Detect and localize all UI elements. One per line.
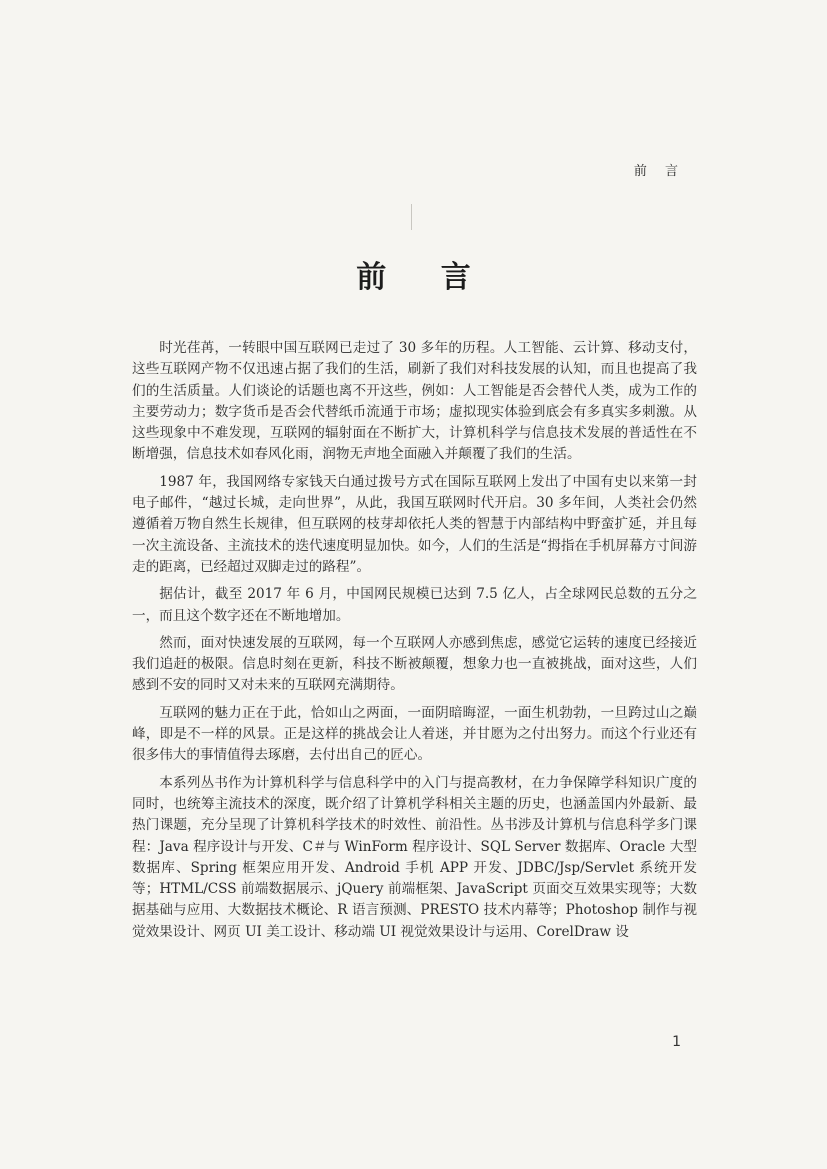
page-number: 1 [672, 1034, 681, 1050]
scan-mark [411, 204, 412, 230]
paragraph-1: 时光荏苒，一转眼中国互联网已走过了 30 多年的历程。人工智能、云计算、移动支付，这些互联网产物不仅迅速占据了我们的生活，刷新了我们对科技发展的认知，而且也提高了我们的生活质量。人们谈论的话题也离不开这些，例如：人工智能是否会替代人类，成为工作的主要劳动力；数字货币是否会代替纸币流通于市场；虚拟现实体验到底会有多真实多刺激。从这些现象中不难发现，互联网的辐射面在不断扩大，计算机科学与信息技术发展的普适性在不断增强，信息技术如春风化雨，润物无声地全面融入并颠覆了我们的生活。 [132, 340, 697, 463]
paragraph-2: 1987 年，我国网络专家钱天白通过拨号方式在国际互联网上发出了中国有史以来第一封电子邮件，“越过长城，走向世界”，从此，我国互联网时代开启。30 多年间，人类社会仍然遵循着万物自然生长规律，但互联网的枝芽却依托人类的智慧于内部结构中野蛮扩延，并且每一次主流设备、主流技术的迭代速度明显加快。如今，人们的生活是“拇指在手机屏幕方寸间游走的距离，已经超过双脚走过的路程”。 [132, 473, 697, 575]
page-title: 前 言 [356, 260, 493, 295]
paragraph-6: 本系列丛书作为计算机科学与信息科学中的入门与提高教材，在力争保障学科知识广度的同时，也统筹主流技术的深度，既介绍了计算机学科相关主题的历史，也涵盖国内外最新、最热门课题，充分呈现了计算机科学技术的时效性、前沿性。丛书涉及计算机与信息科学多门课程：Java 程序设计与开发、C＃与 WinForm 程序设计、SQL Server 数据库、Oracle 大型数据库、Spring 框架应用开发、Android 手机 APP 开发、JDBC/Jsp/Servlet 系统开发等；HTML/CSS 前端数据展示、jQuery 前端框架、JavaScript 页面交互效果实现等；大数据基础与应用、大数据技术概论、R 语言预测、PRESTO 技术内幕等；Photoshop 制作与视觉效果设计、网页 UI 美工设计、移动端 UI 视觉效果设计与运用、CorelDraw 设 [132, 774, 697, 940]
body-text [132, 338, 697, 949]
paragraph-5: 互联网的魅力正在于此，恰如山之两面，一面阴暗晦涩，一面生机勃勃，一旦跨过山之巅峰，即是不一样的风景。正是这样的挑战会让人着迷，并甘愿为之付出努力。而这个行业还有很多伟大的事情值得去琢磨，去付出自己的匠心。 [132, 704, 697, 764]
running-header: 前 言 [633, 164, 685, 179]
paragraph-3: 据估计，截至 2017 年 6 月，中国网民规模已达到 7.5 亿人，占全球网民总数的五分之一，而且这个数字还在不断地增加。 [132, 586, 697, 624]
paragraph-4: 然而，面对快速发展的互联网，每一个互联网人亦感到焦虑，感觉它运转的速度已经接近我们追赶的极限。信息时刻在更新，科技不断被颠覆，想象力也一直被挑战，面对这些，人们感到不安的同时又对未来的互联网充满期待。 [132, 634, 697, 694]
